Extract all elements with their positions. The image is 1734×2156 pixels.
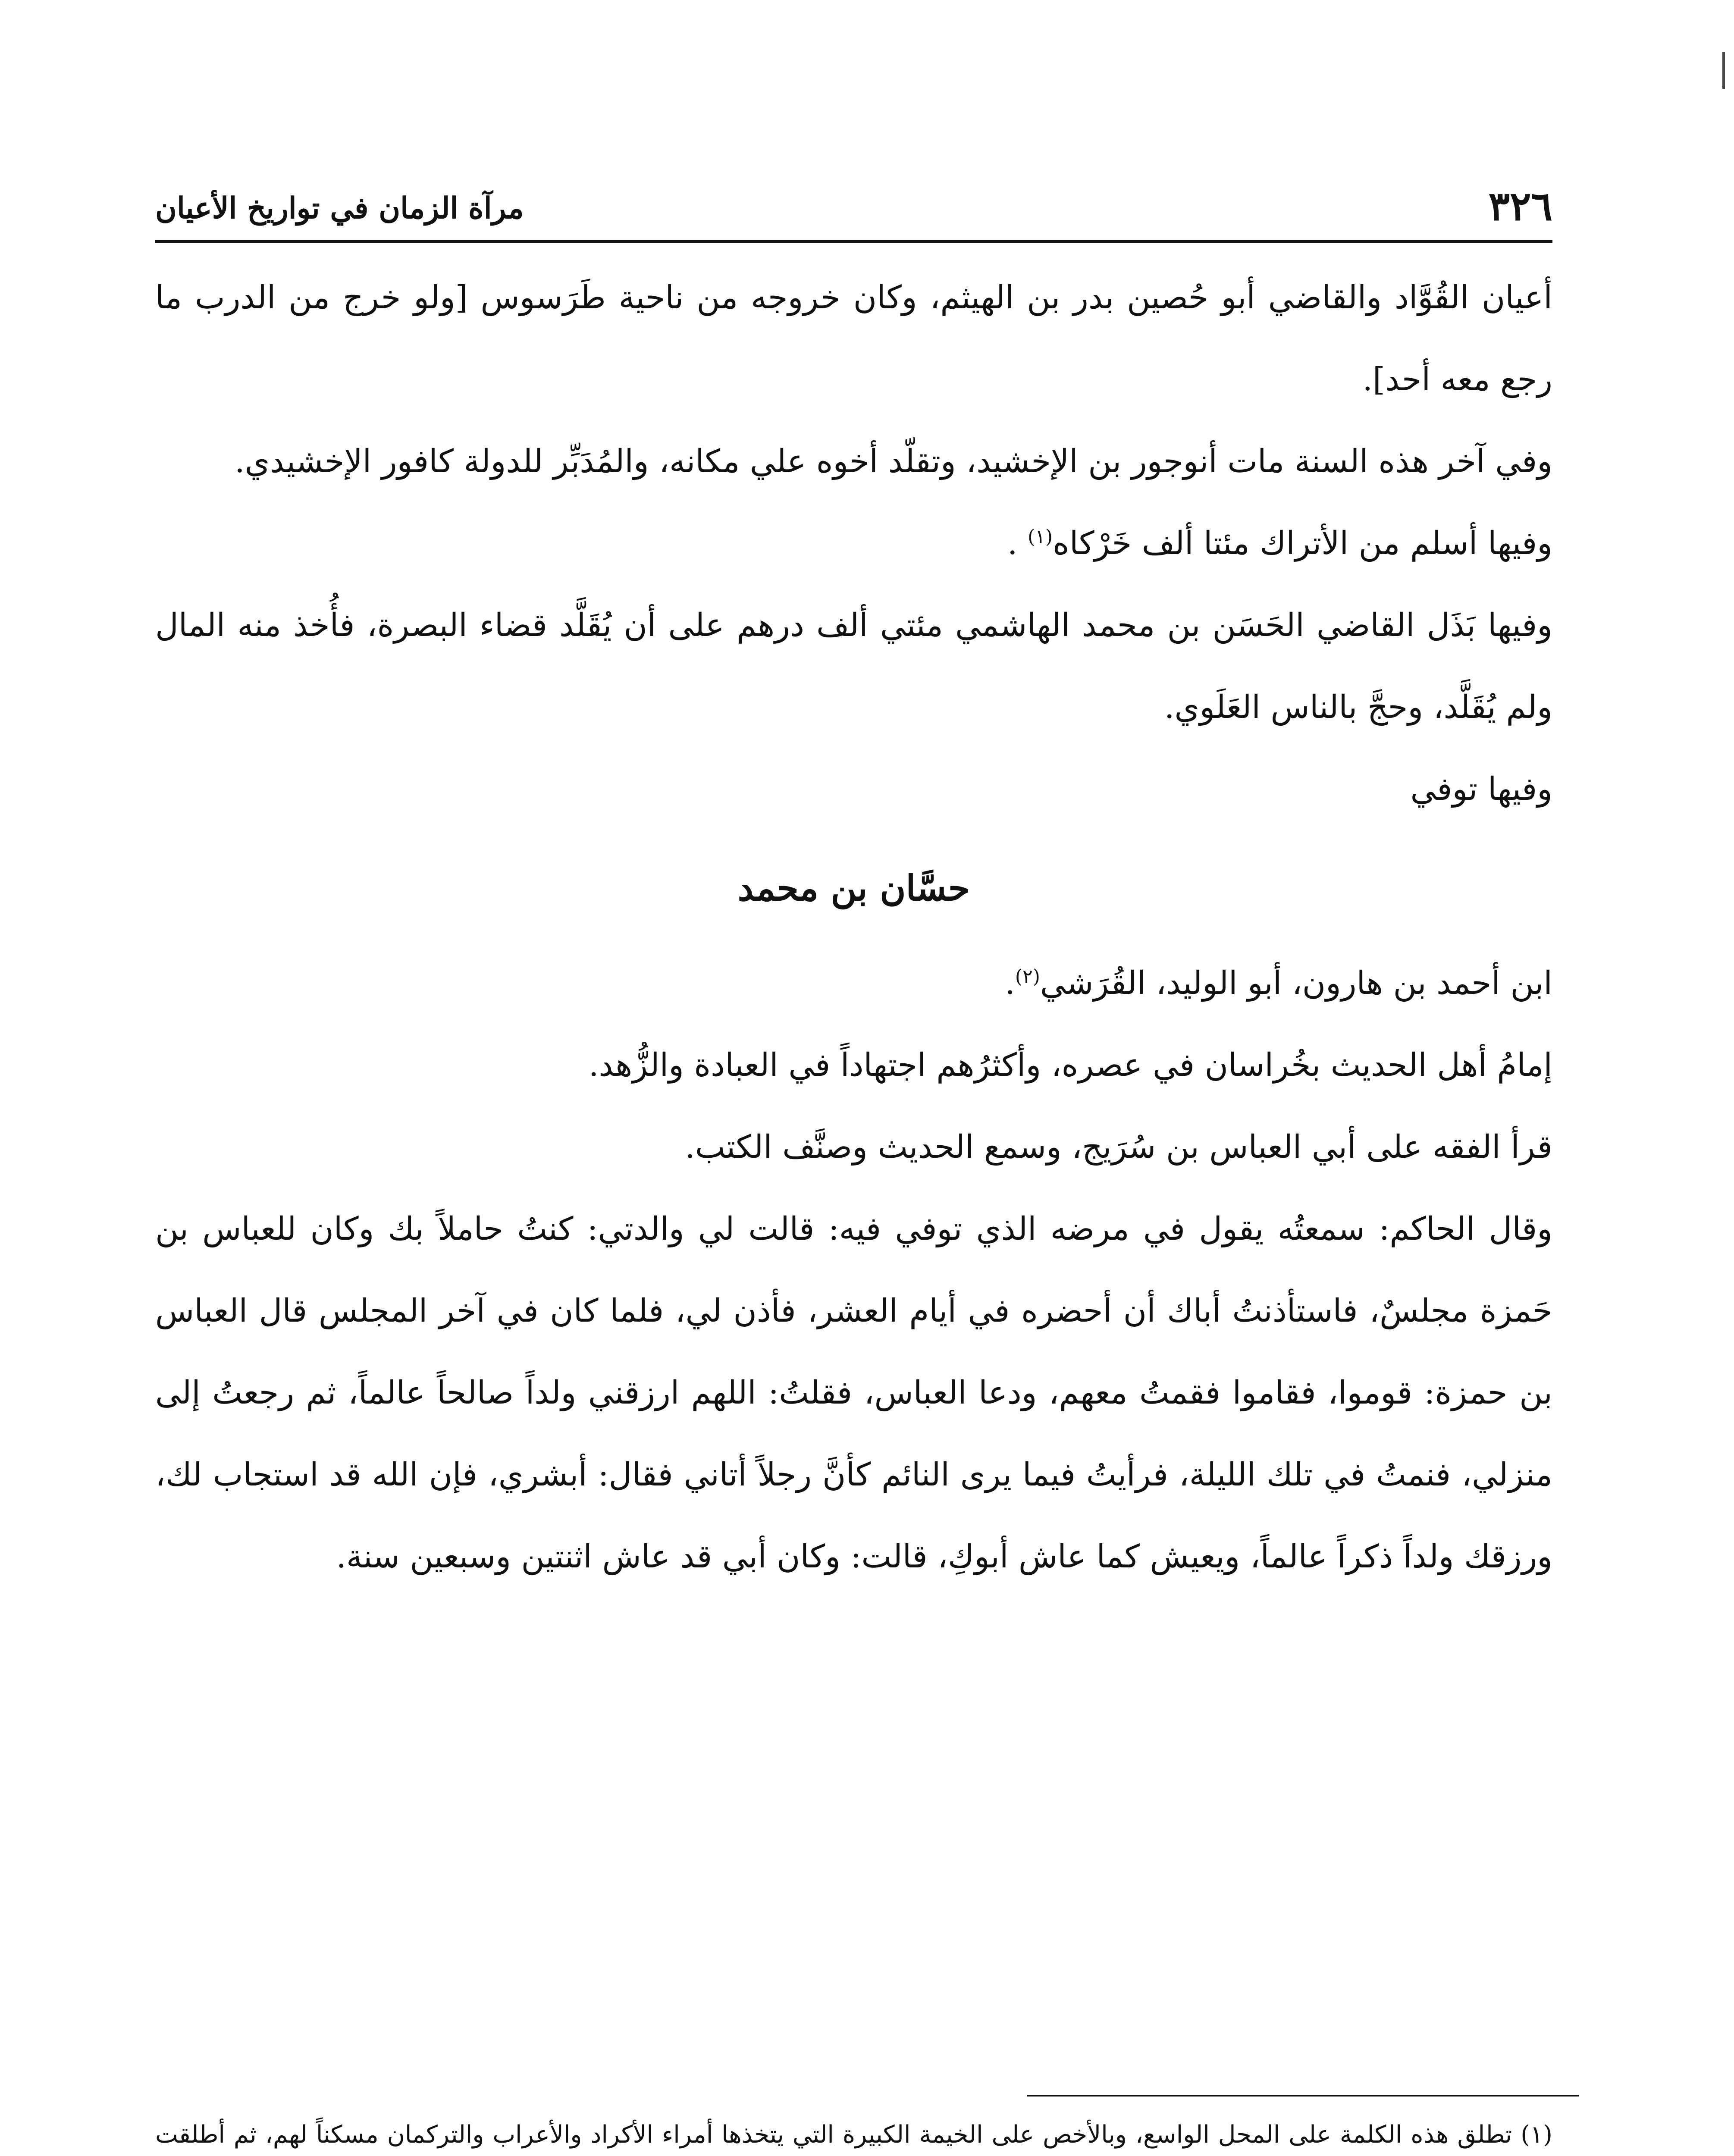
footnote-1 [155, 2111, 1552, 2156]
section-paragraph-4-text: وقال الحاكم: سمعتُه يقول في مرضه الذي توفي فيه: قالت لي والدتي: كنتُ حاملاً بك وكان للعباس بن حَمزة مجلسٌ، فاستأذنتُ أباك أن أحضره في أيام العشر، فأذن لي، فلما كان في آخر المجلس قال العباس بن حمزة: قوموا، فقاموا فقمتُ معهم، ودعا العباس، فقلتُ: اللهم ارزقني ولداً صالحاً عالماً، ثم رجعتُ إلى منزلي، فنمتُ في تلك الليلة، فرأيتُ فيما يرى النائم كأنَّ رجلاً أتاني فقال: أبشري، فإن الله قد استجاب لك، ورزقك ولداً ذكراً عالماً، ويعيش كما عاش أبوكِ، قالت: وكان أبي قد عاش اثنتين وسبعين سنة. [155, 1210, 1552, 1575]
section-title: حسَّان بن محمد [737, 868, 970, 909]
footnote-ref-2: (٢) [1015, 965, 1040, 988]
scan-edge-mark [1722, 52, 1725, 89]
section-paragraph-3 [155, 1106, 1552, 1188]
footnote-1-number: (١) [1521, 2121, 1552, 2149]
paragraph-3-punct: . [1007, 525, 1028, 562]
running-title: مرآة الزمان في تواريخ الأعيان [155, 191, 524, 226]
section-paragraph-1-punct: . [1005, 965, 1015, 1002]
paragraph-5 [155, 748, 1552, 830]
paragraph-3-text: وفيها أسلم من الأتراك مئتا ألف خَرْكاه [1053, 525, 1552, 562]
section-paragraph-4 [155, 1188, 1552, 1598]
paragraph-1-text: أعيان القُوَّاد والقاضي أبو حُصين بدر بن الهيثم، وكان خروجه من ناحية طَرَسوس [ولو خرج من الدرب ما رجع معه أحد]. [155, 279, 1552, 398]
section-paragraph-1-text: ابن أحمد بن هارون، أبو الوليد، القُرَشي [1040, 965, 1552, 1002]
main-text [155, 257, 1552, 2007]
paragraph-5-text: وفيها توفي [1410, 771, 1552, 808]
paragraph-3 [155, 502, 1552, 584]
paragraph-2 [155, 420, 1552, 502]
section-paragraph-2 [155, 1024, 1552, 1106]
page-number: ٣٢٦ [1488, 183, 1552, 229]
paragraph-2-text: وفي آخر هذه السنة مات أنوجور بن الإخشيد، وتقلّد أخوه علي مكانه، والمُدَبِّر للدولة كافور الإخشيدي. [235, 443, 1552, 480]
section-paragraph-1 [155, 942, 1552, 1024]
paragraph-4 [155, 584, 1552, 748]
running-header [155, 180, 1552, 232]
paragraph-4-text: وفيها بَذَل القاضي الحَسَن بن محمد الهاشمي مئتي ألف درهم على أن يُقَلَّد قضاء البصرة، فأُخذ منه المال ولم يُقَلَّد، وحجَّ بالناس العَلَوي. [155, 607, 1552, 726]
footnotes [155, 2111, 1552, 2156]
footnote-1-text: تطلق هذه الكلمة على المحل الواسع، وبالأخص على الخيمة الكبيرة التي يتخذها أمراء الأكراد والأعراب والتركمان مسكناً لهم، ثم أطلقت [155, 2121, 1512, 2149]
section-paragraph-3-text: قرأ الفقه على أبي العباس بن سُرَيج، وسمع الحديث وصنَّف الكتب. [685, 1128, 1552, 1166]
header-rule [155, 240, 1552, 243]
section-paragraph-2-text: إمامُ أهل الحديث بخُراسان في عصره، وأكثرُهم اجتهاداً في العبادة والزُّهد. [588, 1047, 1552, 1084]
footnote-ref-1: (١) [1028, 526, 1053, 548]
footnote-rule [1027, 2095, 1579, 2096]
paragraph-1 [155, 257, 1552, 420]
